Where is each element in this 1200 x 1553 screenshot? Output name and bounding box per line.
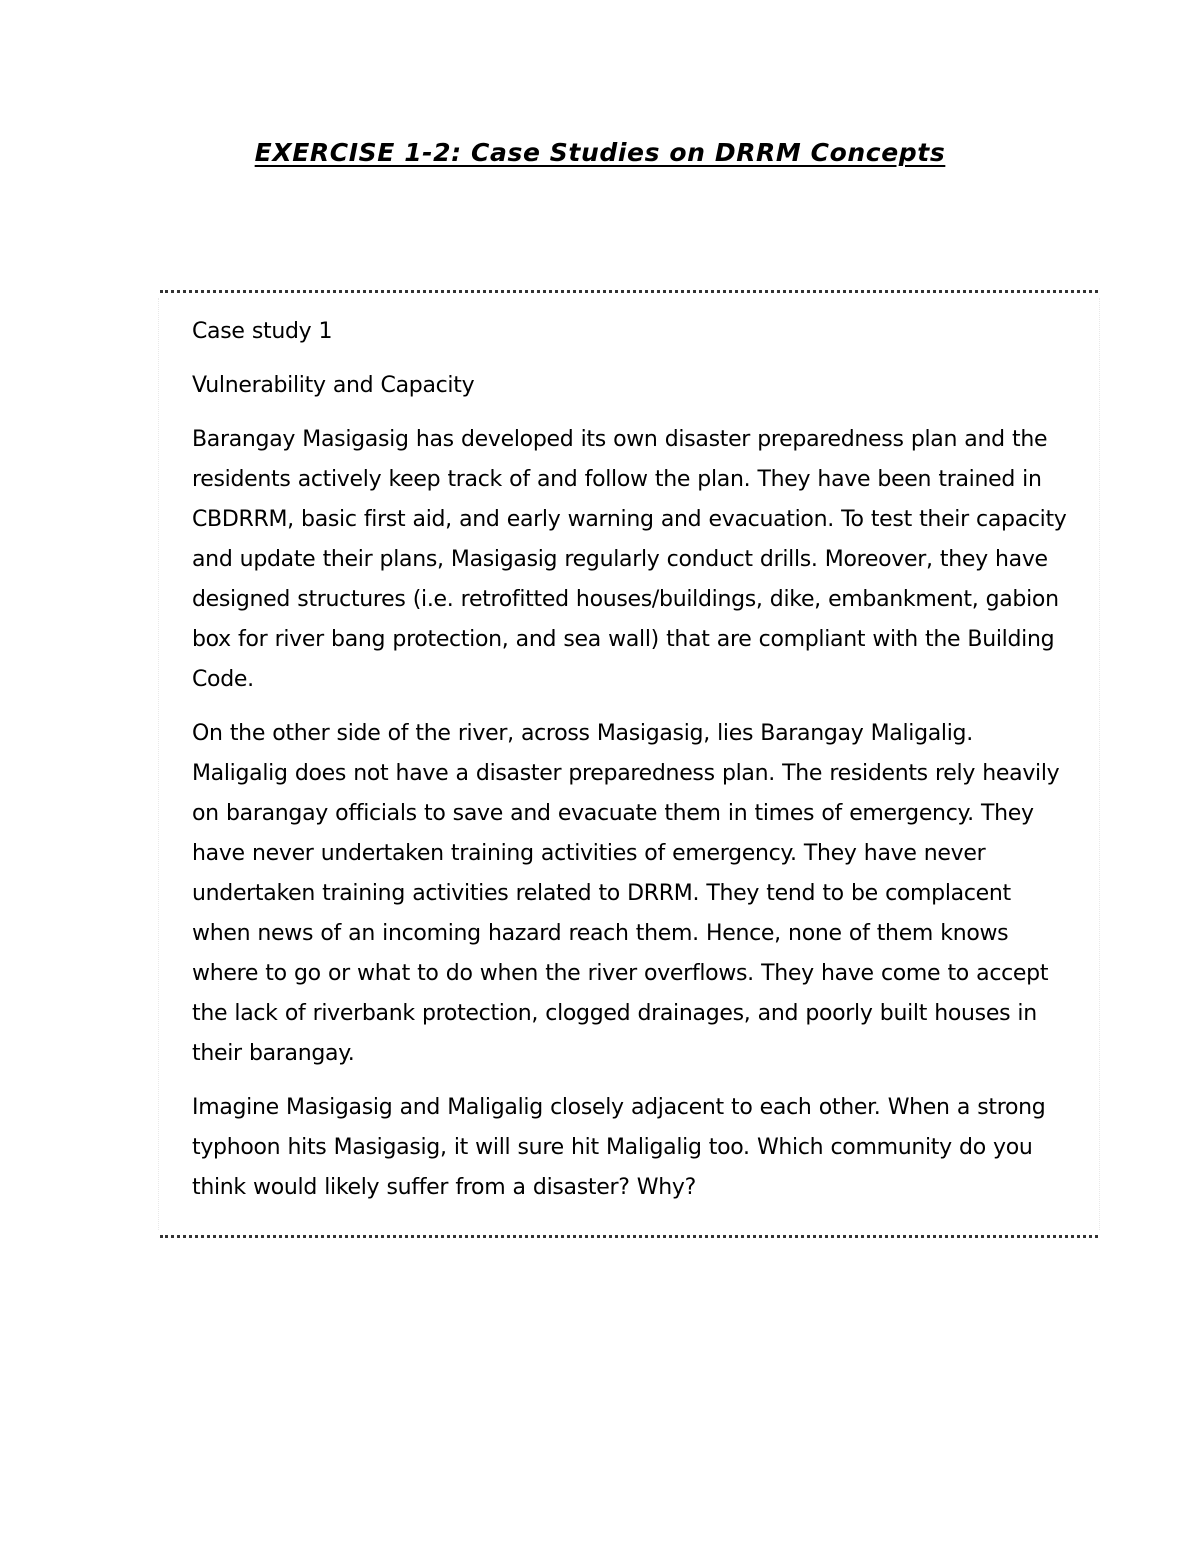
case-study-label: Case study 1 <box>192 319 333 344</box>
document-title: EXERCISE 1-2: Case Studies on DRRM Concepts <box>254 138 946 167</box>
paragraph-question: Imagine Masigasig and Maligalig closely adjacent to each other. When a strong typhoon hits Masigasig, it will sure hit Maligalig too. Which community do you think would likely suffer from a disaster? Why? <box>192 1095 1046 1200</box>
case-study-content <box>192 312 1072 1222</box>
case-study-subtitle: Vulnerability and Capacity <box>192 373 475 398</box>
paragraph-masigasig: Barangay Masigasig has developed its own disaster preparedness plan and the residents actively keep track of and follow the plan. They have been trained in CBDRRM, basic first aid, and early warning and evacuation. To test their capacity and update their plans, Masigasig regularly conduct drills. Moreover, they have designed structures (i.e. retrofitted houses/buildings, dike, embankment, gabion box for river bang protection, and sea wall) that are compliant with the Building Code. <box>192 427 1067 692</box>
bottom-dotted-divider <box>160 1235 1098 1238</box>
paragraph-maligalig: On the other side of the river, across Masigasig, lies Barangay Maligalig. Maligalig does not have a disaster preparedness plan. The residents rely heavily on barangay officials to save and evacuate them in times of emergency. They have never undertaken training activities of emergency. They have never undertaken training activities related to DRRM. They tend to be complacent when news of an incoming hazard reach them. Hence, none of them knows where to go or what to do when the river overflows. They have come to accept the lack of riverbank protection, clogged drainages, and poorly built houses in their barangay. <box>192 721 1060 1066</box>
top-dotted-divider <box>160 290 1098 293</box>
